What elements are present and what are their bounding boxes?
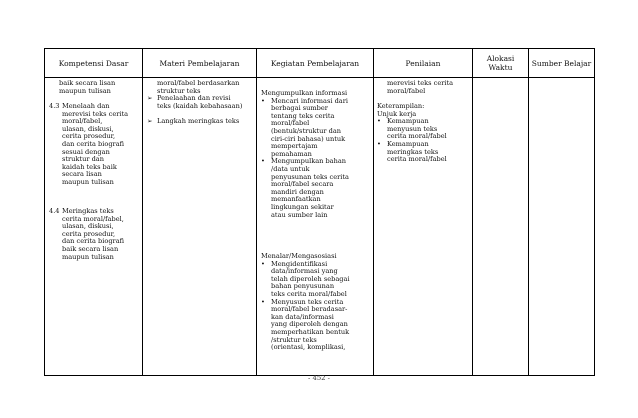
section-title: Keterampilan:	[377, 102, 425, 110]
bullet-icon: •	[261, 297, 265, 306]
text-line: dan cerita biografi	[62, 139, 125, 148]
arrow-bullet-icon: ➢	[147, 117, 153, 125]
text-line: Mengidentifikasi	[271, 259, 328, 268]
text-line: moral/fabel secara	[271, 180, 334, 189]
header-penilaian: Penilaian	[374, 49, 473, 78]
header-alokasi-line-1: Alokasi	[486, 54, 515, 63]
materi-item-penelaahan	[147, 95, 242, 110]
text-line: cerita moral/fabel	[387, 155, 447, 164]
text-line: dan cerita biografi	[62, 237, 125, 246]
text-line: Kemampuan	[387, 117, 429, 126]
table-row	[45, 78, 595, 376]
bullet-icon: •	[261, 96, 265, 105]
text-line: Penelaahan dan revisi	[157, 94, 231, 102]
text-line: lingkungan sekitar	[271, 202, 334, 211]
text-line: telah diperoleh sebagai	[271, 274, 350, 283]
text-line: baik secara lisan	[62, 244, 119, 253]
kegiatan-mengumpulkan	[261, 90, 349, 219]
text-line: menyusun teks	[387, 124, 438, 133]
text-line: kan data/informasi	[271, 312, 334, 321]
text-line: Kemampuan	[387, 139, 429, 148]
text-line: Langkah meringkas teks	[157, 117, 240, 125]
text-line: atau sumber lain	[271, 210, 328, 219]
text-line: (orientasi, komplikasi,	[271, 343, 346, 352]
text-line: baik secara lisan	[59, 79, 116, 87]
section-title: Mengumpulkan informasi	[261, 89, 348, 97]
header-sumber-belajar: Sumber Belajar	[529, 49, 595, 78]
kd-continuation	[49, 80, 115, 95]
cell-sumber-belajar	[529, 78, 595, 376]
text-line: merevisi teks cerita	[387, 79, 454, 87]
text-line: penyusunan teks cerita	[271, 172, 349, 181]
text-line: Mencari informasi dari	[271, 96, 348, 105]
text-line: yang diperoleh dengan	[271, 320, 348, 329]
text-line: tentang teks cerita	[271, 111, 335, 120]
header-kompetensi-dasar: Kompetensi Dasar	[45, 49, 143, 78]
syllabus-table	[44, 48, 595, 376]
section-subtitle: Unjuk kerja	[377, 109, 417, 118]
section-title: Menalar/Mengasosiasi	[261, 252, 337, 260]
text-line: moral/fabel	[271, 119, 310, 128]
header-alokasi-line-2: Waktu	[488, 63, 513, 72]
materi-continuation	[147, 80, 239, 95]
text-line: cerita moral/fabel,	[62, 214, 124, 223]
text-line: meringkas teks	[387, 147, 439, 156]
text-line: mempertajam	[271, 142, 318, 151]
cell-kegiatan-pembelajaran	[257, 78, 374, 376]
arrow-bullet-icon: ➢	[147, 94, 153, 102]
text-line: /data untuk	[271, 164, 310, 173]
text-line: struktur dan	[62, 155, 104, 164]
text-line: moral/fabel,	[62, 117, 103, 126]
text-line: kaidah teks baik	[62, 162, 117, 171]
text-line: memanfaatkan	[271, 195, 321, 204]
text-line: cerita prosedur,	[62, 132, 116, 141]
text-line: Mengumpulkan bahan	[271, 157, 347, 166]
text-line: maupun tulisan	[62, 252, 114, 261]
header-alokasi-waktu	[473, 49, 529, 78]
text-line: memperhatikan bentuk	[271, 327, 350, 336]
text-line: teks cerita moral/fabel	[271, 289, 347, 298]
text-line: moral/fabel beradasar-	[271, 305, 348, 314]
header-row	[45, 49, 595, 78]
text-line: (bentuk/struktur dan	[271, 126, 342, 135]
text-line: cerita prosedur,	[62, 229, 116, 238]
text-line: bahan penyusunan	[271, 282, 335, 291]
text-line: teks (kaidah kebahasaan)	[157, 101, 243, 110]
text-line: data/informasi yang	[271, 267, 338, 276]
kegiatan-menalar	[261, 253, 350, 352]
text-line: sesuai dengan	[62, 147, 110, 156]
penilaian-continuation	[377, 80, 453, 95]
kd-number: 4.4	[49, 207, 60, 215]
text-line: moral/fabel berdasarkan	[157, 79, 240, 87]
cell-penilaian	[374, 78, 473, 376]
kd-4-4	[49, 208, 124, 261]
kd-number: 4.3	[49, 102, 60, 110]
bullet-icon: •	[377, 139, 381, 148]
text-line: struktur teks	[157, 86, 201, 95]
text-line: maupun tulisan	[62, 177, 114, 186]
text-line: ciri-ciri bahasa) untuk	[271, 134, 346, 143]
text-line: Menelaah dan	[62, 102, 110, 110]
bullet-icon: •	[377, 117, 381, 126]
bullet-icon: •	[261, 157, 265, 166]
text-line: Meringkas teks	[62, 207, 114, 215]
cell-materi-pembelajaran	[143, 78, 257, 376]
text-line: Menyusun teks cerita	[271, 297, 344, 306]
page-number: - 452 -	[308, 374, 330, 382]
text-line: ulasan, diskusi,	[62, 124, 114, 133]
cell-alokasi-waktu	[473, 78, 529, 376]
text-line: /struktur teks	[271, 335, 317, 344]
text-line: cerita moral/fabel	[387, 132, 447, 141]
text-line: pemahaman	[271, 149, 312, 158]
text-line: ulasan, diskusi,	[62, 222, 114, 231]
text-line: mandiri dengan	[271, 187, 324, 196]
text-line: maupun tulisan	[59, 86, 111, 95]
materi-item-langkah	[147, 118, 239, 126]
text-line: moral/fabel	[387, 86, 426, 95]
text-line: secara lisan	[62, 170, 102, 179]
cell-kompetensi-dasar	[45, 78, 143, 376]
header-kegiatan-pembelajaran: Kegiatan Pembelajaran	[257, 49, 374, 78]
text-line: berbagai sumber	[271, 104, 328, 113]
header-materi-pembelajaran: Materi Pembelajaran	[143, 49, 257, 78]
bullet-icon: •	[261, 259, 265, 268]
text-line: merevisi teks cerita	[62, 109, 129, 118]
kd-4-3	[49, 103, 128, 187]
penilaian-keterampilan	[377, 103, 447, 164]
